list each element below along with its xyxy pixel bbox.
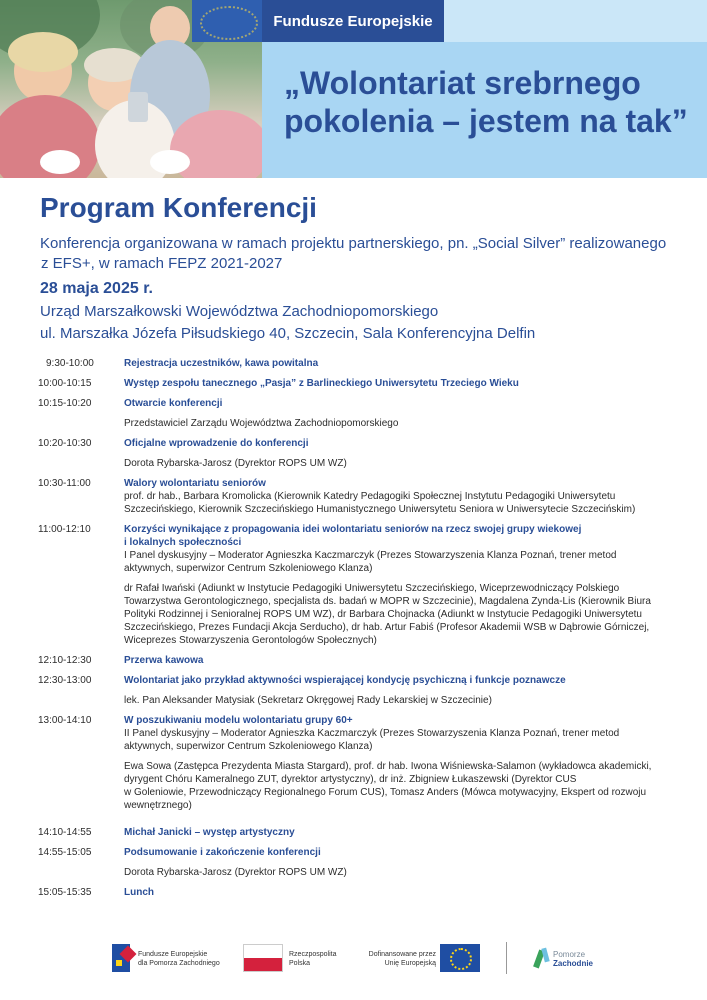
ue-line1: Dofinansowane przez bbox=[368, 951, 436, 958]
agenda-detail: Dorota Rybarska-Jarosz (Dyrektor ROPS UM WZ) bbox=[124, 458, 347, 469]
agenda-title: Otwarcie konferencji bbox=[124, 398, 223, 409]
agenda-spacer bbox=[124, 859, 678, 866]
agenda-title-cont: i lokalnych społeczności bbox=[124, 537, 242, 548]
agenda-item bbox=[38, 654, 678, 667]
agenda bbox=[38, 357, 678, 906]
agenda-time: 14:10-14:55 bbox=[38, 827, 92, 838]
agenda-title: Wolontariat jako przykład aktywności wspierającej kondycję psychiczną i funkcje poznawcze bbox=[124, 675, 566, 686]
program-title: Program Konferencji bbox=[40, 192, 317, 223]
agenda-detail: Przedstawiciel Zarządu Województwa Zachodniopomorskiego bbox=[124, 418, 399, 429]
agenda-detail: Szczecińskiego, Prezes Fundacji Akcja Serducho), dr hab. Artur Fabiś (Profesor Akademii WSB w Dąbrowie Górniczej, bbox=[124, 622, 650, 633]
agenda-item bbox=[38, 377, 678, 390]
agenda-time: 13:00-14:10 bbox=[38, 715, 92, 726]
agenda-time: 14:55-15:05 bbox=[38, 847, 92, 858]
agenda-content bbox=[124, 523, 678, 647]
agenda-item bbox=[38, 397, 678, 430]
agenda-detail: Ewa Sowa (Zastępca Prezydenta Miasta Stargard), prof. dr hab. Iwona Wiśniewska-Salamon (wykładowca akademicki, bbox=[124, 761, 652, 772]
rp-line2: Polska bbox=[289, 960, 311, 967]
agenda-detail: I Panel dyskusyjny – Moderator Agnieszka Kaczmarczyk (Prezes Stowarzyszenia Klanza Poznań, trener metod bbox=[124, 550, 617, 561]
agenda-content bbox=[124, 357, 678, 370]
agenda-content bbox=[124, 377, 678, 390]
agenda-item bbox=[38, 846, 678, 879]
fe-line1: Fundusze Europejskie bbox=[138, 951, 208, 958]
agenda-spacer bbox=[124, 575, 678, 582]
agenda-detail: Dorota Rybarska-Jarosz (Dyrektor ROPS UM WZ) bbox=[124, 867, 347, 878]
agenda-spacer bbox=[124, 410, 678, 417]
agenda-detail: wewnętrznego) bbox=[124, 800, 192, 811]
polish-flag-icon bbox=[243, 944, 283, 972]
agenda-content bbox=[124, 886, 678, 899]
agenda-detail: Polityki Rodzinnej i Senioralnej ROPS UM WZ), dr Barbara Chojnacka (Adiunkt w Instytucie Pedagogiki Uniwersytetu bbox=[124, 609, 642, 620]
conference-title-line2: pokolenia – jestem na tak” bbox=[284, 103, 688, 139]
conference-title bbox=[284, 64, 704, 140]
agenda-detail: aktywnych, superwizor Centrum Szkoleniowego Klanza) bbox=[124, 741, 373, 752]
fe-logo-icon bbox=[112, 944, 136, 972]
conference-title-line1: „Wolontariat srebrnego bbox=[284, 65, 641, 101]
venue-address: ul. Marszałka Józefa Piłsudskiego 40, Szczecin, Sala Konferencyjna Delfin bbox=[40, 325, 536, 342]
agenda-detail: w Goleniowie, Przewodniczący Regionalnego Forum CUS), Tomasz Anders (Mówca motywacyjny, Ekspert od rozwoju bbox=[124, 787, 647, 798]
program-intro bbox=[40, 234, 690, 274]
agenda-item bbox=[38, 674, 678, 707]
ue-logo-text bbox=[360, 950, 436, 968]
agenda-item bbox=[38, 437, 678, 470]
agenda-content bbox=[124, 477, 678, 516]
agenda-title: Przerwa kawowa bbox=[124, 655, 204, 666]
venue-name: Urząd Marszałkowski Województwa Zachodniopomorskiego bbox=[40, 303, 439, 320]
agenda-content bbox=[124, 826, 678, 839]
agenda-title: W poszukiwaniu modelu wolontariatu grupy 60+ bbox=[124, 715, 353, 726]
conference-date: 28 maja 2025 r. bbox=[40, 280, 153, 297]
agenda-detail: dyrygent Chóru Kameralnego ZUT, dyrektor artystyczny), dr inż. Zbigniew Łukaszewski (Dyrektor CUS bbox=[124, 774, 577, 785]
agenda-detail: Szczecińskiego, Kierownik Szczecińskiego Humanistycznego Uniwersytetu Seniora w Uniwersytecie Szczecińskim) bbox=[124, 504, 636, 515]
agenda-detail: aktywnych, superwizor Centrum Szkoleniowego Klanza) bbox=[124, 563, 373, 574]
agenda-detail: Towarzystwa Gerontologicznego, specjalista ds. badań w MOPR w Szczecinie), Magdalena Zynda-Lis (Kierownik Biura bbox=[124, 596, 651, 607]
pz-line2: Zachodnie bbox=[553, 959, 594, 968]
header-accent bbox=[444, 0, 707, 42]
rp-line1: Rzeczpospolita bbox=[289, 951, 337, 958]
agenda-title: Występ zespołu tanecznego „Pasja” z Barlineckiego Uniwersytetu Trzeciego Wieku bbox=[124, 378, 519, 389]
ue-line2: Unię Europejską bbox=[384, 960, 436, 967]
agenda-time: 10:00-10:15 bbox=[38, 378, 92, 389]
agenda-content bbox=[124, 846, 678, 879]
agenda-time: 10:15-10:20 bbox=[38, 398, 92, 409]
agenda-time: 10:20-10:30 bbox=[38, 438, 92, 449]
agenda-time: 12:30-13:00 bbox=[38, 675, 92, 686]
agenda-item bbox=[38, 826, 678, 839]
agenda-detail: lek. Pan Aleksander Matysiak (Sekretarz Okręgowej Rady Lekarskiej w Szczecinie) bbox=[124, 695, 492, 706]
agenda-title: Lunch bbox=[124, 887, 154, 898]
agenda-content bbox=[124, 714, 678, 819]
agenda-content bbox=[124, 437, 678, 470]
agenda-title: Oficjalne wprowadzenie do konferencji bbox=[124, 438, 309, 449]
agenda-spacer bbox=[124, 753, 678, 760]
agenda-title: Michał Janicki – występ artystyczny bbox=[124, 827, 295, 838]
footer-divider bbox=[506, 942, 507, 974]
agenda-time: 9:30-10:00 bbox=[46, 358, 94, 369]
agenda-title: Walory wolontariatu seniorów bbox=[124, 478, 266, 489]
agenda-title: Rejestracja uczestników, kawa powitalna bbox=[124, 358, 319, 369]
agenda-time: 10:30-11:00 bbox=[38, 478, 91, 489]
agenda-spacer bbox=[124, 450, 678, 457]
eu-stars-decoration bbox=[192, 0, 262, 42]
agenda-item bbox=[38, 523, 678, 647]
agenda-item bbox=[38, 477, 678, 516]
agenda-content bbox=[124, 397, 678, 430]
agenda-item bbox=[38, 886, 678, 899]
agenda-item bbox=[38, 357, 678, 370]
agenda-content bbox=[124, 674, 678, 707]
pomorze-zachodnie-logo-icon bbox=[534, 946, 550, 970]
fe-line2: dla Pomorza Zachodniego bbox=[138, 960, 220, 967]
brand-label: Fundusze Europejskie bbox=[262, 0, 444, 42]
agenda-content bbox=[124, 654, 678, 667]
agenda-detail: II Panel dyskusyjny – Moderator Agnieszka Kaczmarczyk (Prezes Stowarzyszenia Klanza Poznań, trener metod bbox=[124, 728, 620, 739]
agenda-title: Korzyści wynikające z propagowania idei wolontariatu seniorów na rzecz swojej grupy wiekowej bbox=[124, 524, 582, 535]
agenda-spacer bbox=[124, 687, 678, 694]
eu-flag-icon bbox=[440, 944, 480, 972]
agenda-spacer bbox=[124, 812, 678, 819]
agenda-detail: prof. dr hab., Barbara Kromolicka (Kierownik Katedry Pedagogiki Społecznej Instytutu Pedagogiki Uniwersytetu bbox=[124, 491, 616, 502]
fe-logo-text bbox=[138, 950, 220, 968]
footer-logos bbox=[0, 930, 707, 990]
agenda-time: 12:10-12:30 bbox=[38, 655, 92, 666]
agenda-detail: dr Rafał Iwański (Adiunkt w Instytucie Pedagogiki Uniwersytetu Szczecińskiego, Wiceprzewodniczący Polskiego bbox=[124, 583, 620, 594]
agenda-time: 11:00-12:10 bbox=[38, 524, 91, 535]
intro-line2: z EFS+, w ramach FEPZ 2021-2027 bbox=[41, 255, 283, 272]
agenda-detail: Wiceprezes Stowarzyszenia Gerontologów Społecznych) bbox=[124, 635, 377, 646]
agenda-item bbox=[38, 714, 678, 819]
agenda-time: 15:05-15:35 bbox=[38, 887, 92, 898]
pz-line1: Pomorze bbox=[553, 950, 586, 959]
pomorze-zachodnie-text bbox=[553, 950, 593, 968]
rp-logo-text bbox=[289, 950, 336, 968]
intro-line1: Konferencja organizowana w ramach projektu partnerskiego, pn. „Social Silver” realizowanego bbox=[40, 235, 667, 252]
agenda-title: Podsumowanie i zakończenie konferencji bbox=[124, 847, 321, 858]
